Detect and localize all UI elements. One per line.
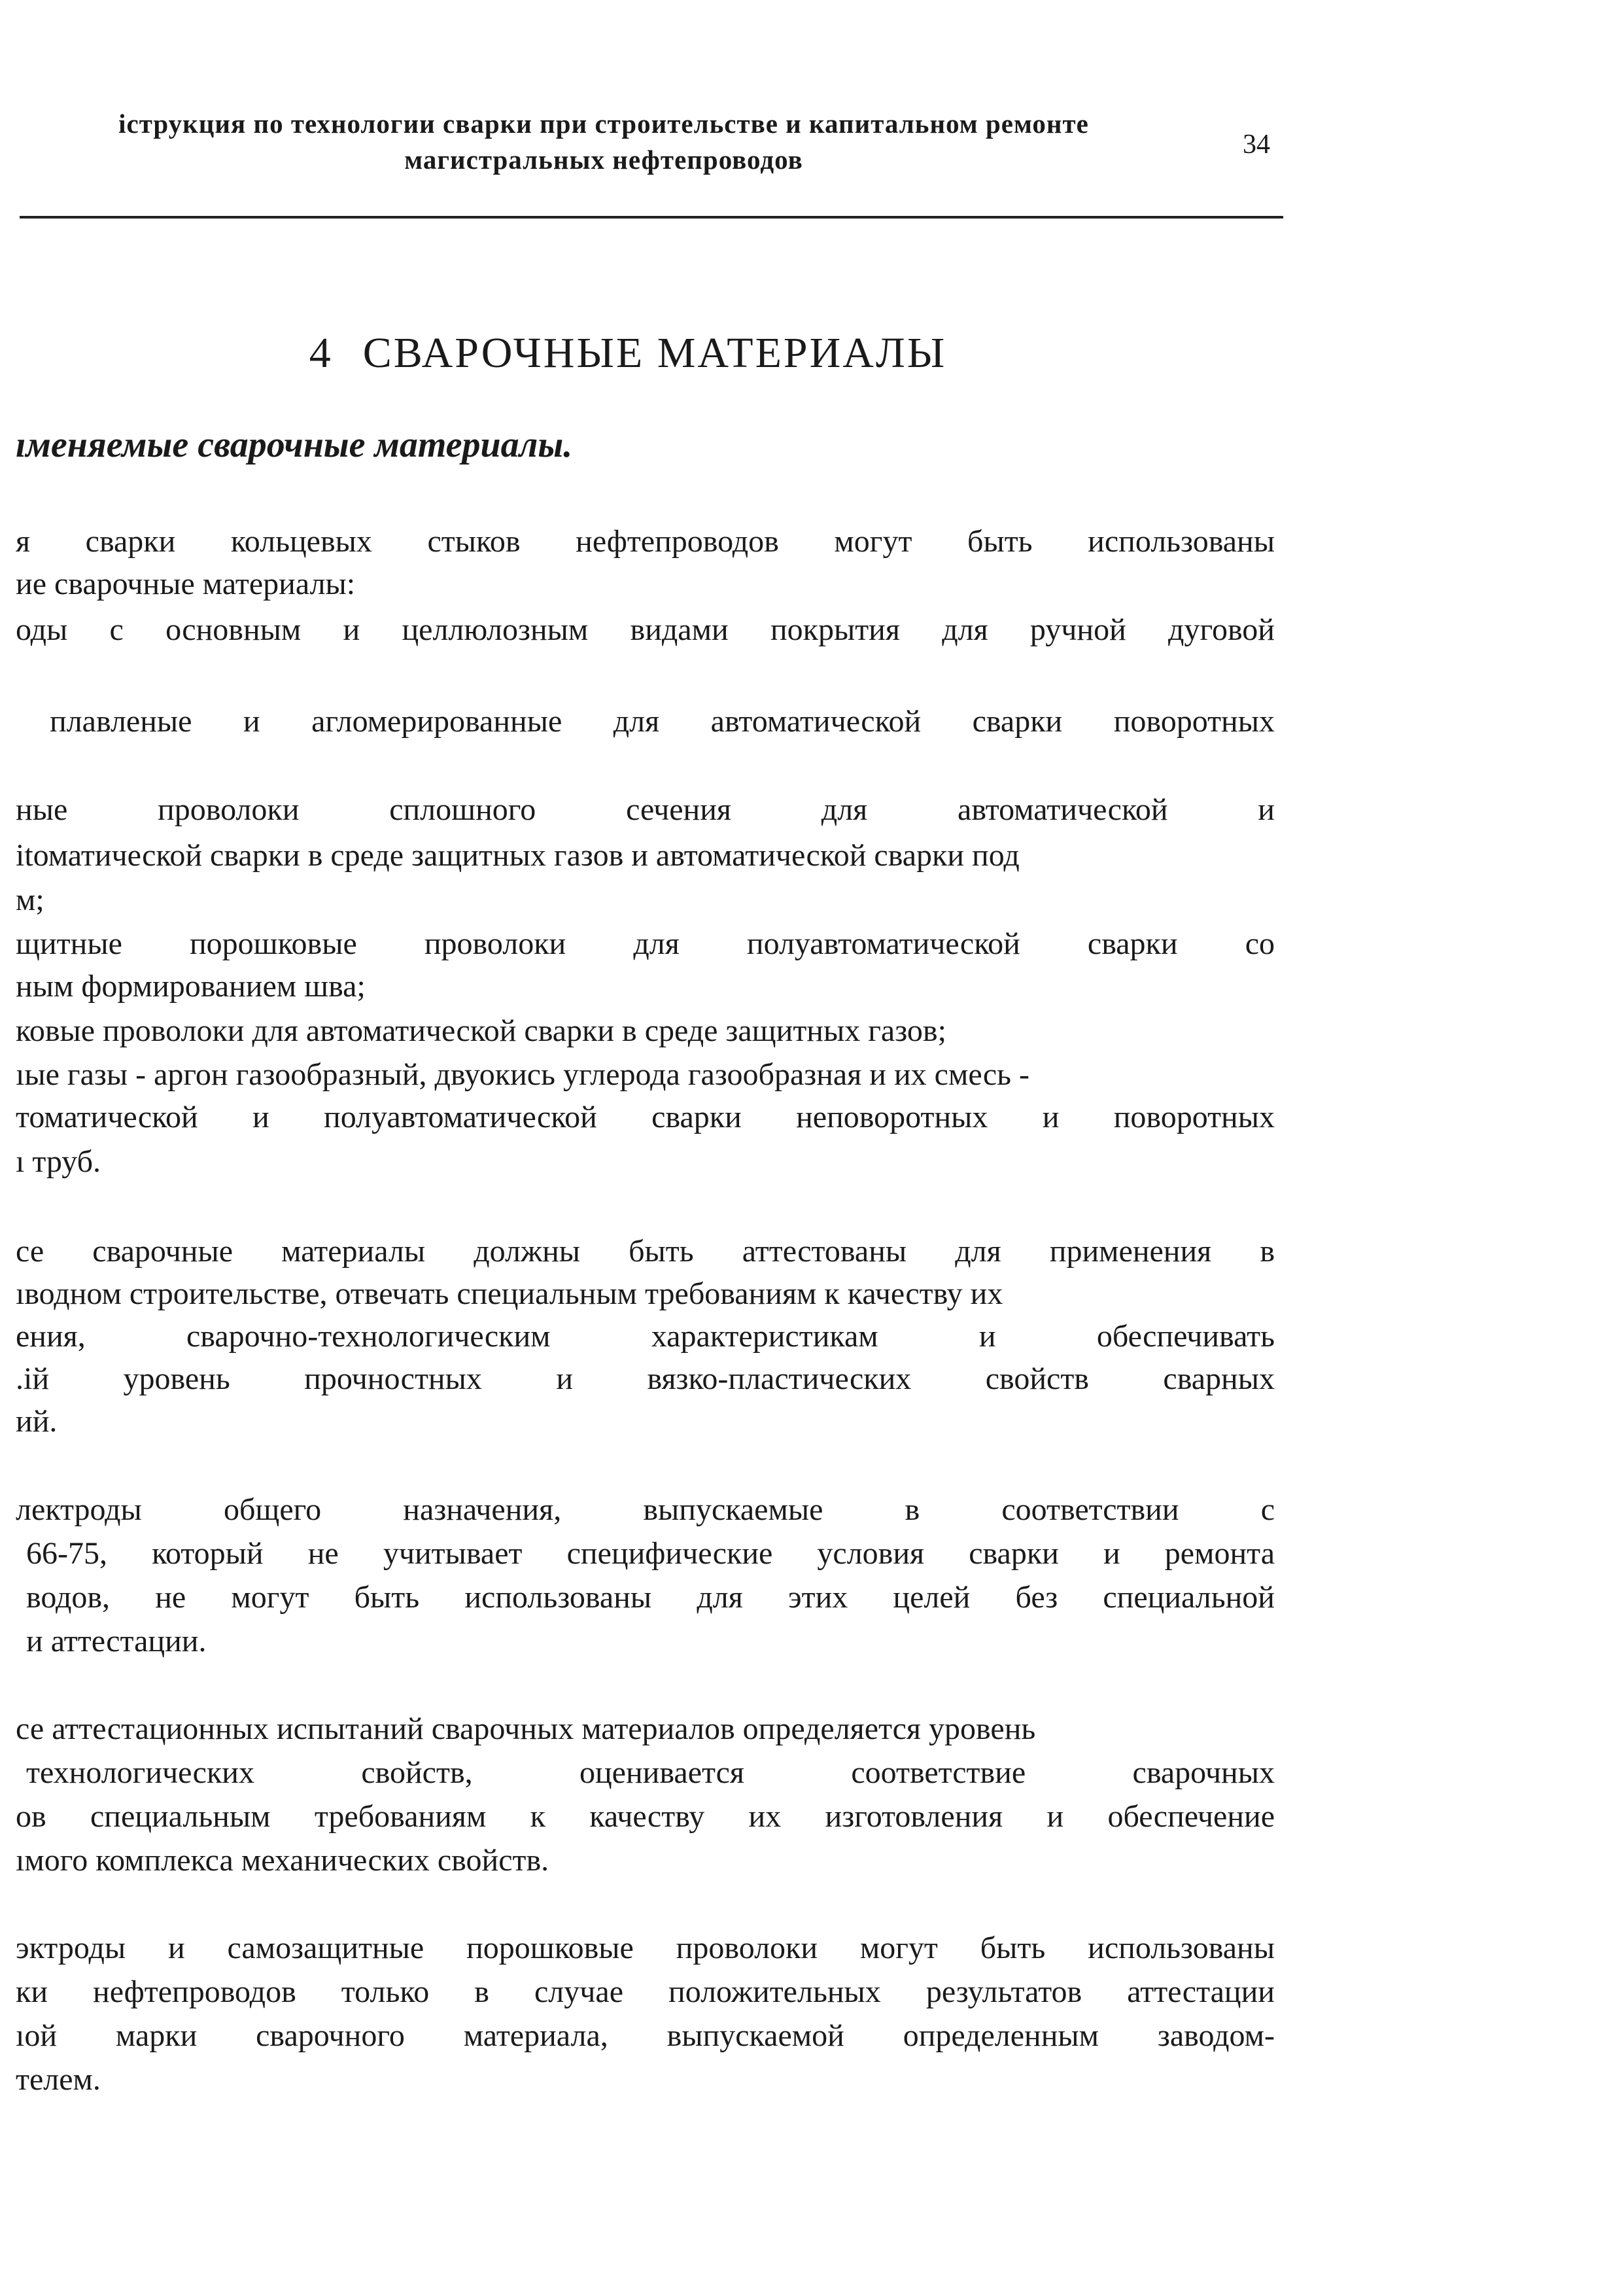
body-line: технологических свойств, оценивается соответствие сварочных [26, 1755, 1275, 1790]
header-divider [20, 216, 1283, 219]
body-line: се сварочные материалы должны быть аттестованы для применения в [16, 1234, 1275, 1269]
body-line: водов, не могут быть использованы для этих целей без специальной [26, 1580, 1275, 1615]
body-line: .ій уровень прочностных и вязко-пластических свойств сварных [16, 1361, 1275, 1396]
body-line: и аттестации. [26, 1624, 207, 1658]
body-line: оды с основным и целлюлозным видами покрытия для ручной дуговой [16, 612, 1275, 647]
body-line: ıые газы - аргон газообразный, двуокись углерода газообразная и их смесь - [16, 1057, 1030, 1092]
body-line: ıой марки сварочного материала, выпускаемой определенным заводом- [16, 2018, 1275, 2053]
section-title: ıменяемые сварочные материалы. [16, 425, 573, 465]
body-line: 66-75, который не учитывает специфические условия сварки и ремонта [26, 1536, 1275, 1571]
body-line: ие сварочные материалы: [16, 567, 356, 601]
body-line: ковые проволоки для автоматической сварки в среде защитных газов; [16, 1013, 946, 1048]
body-line: ным формированием шва; [16, 969, 366, 1004]
body-line: ı труб. [16, 1144, 101, 1179]
running-header [18, 106, 1189, 178]
chapter-title [0, 327, 1256, 379]
chapter-number: 4 [309, 329, 333, 377]
page-number: 34 [1243, 130, 1270, 160]
body-line: іtоматической сварки в среде защитных газов и автоматической сварки под [16, 838, 1020, 873]
body-line: ные проволоки сплошного сечения для автоматической и [16, 792, 1275, 827]
header-title-line-1: іструкция по технологии сварки при строительстве и капитальном ремонте [118, 109, 1089, 139]
body-line: телем. [16, 2062, 101, 2097]
header-title-line-2: магистральных нефтепроводов [404, 145, 803, 175]
body-line: ıводном строительстве, отвечать специальным требованиям к качеству их [16, 1276, 1003, 1311]
body-line: эктроды и самозащитные порошковые проволоки могут быть использованы [16, 1931, 1275, 1965]
body-line: ения, сварочно-технологическим характеристикам и обеспечивать [16, 1319, 1275, 1354]
body-line: се аттестационных испытаний сварочных материалов определяется уровень [16, 1711, 1036, 1746]
body-line: щитные порошковые проволоки для полуавтоматической сварки со [16, 926, 1275, 961]
body-line: ов специальным требованиям к качеству их изготовления и обеспечение [16, 1799, 1275, 1834]
body-line: ıмого комплекса механических свойств. [16, 1843, 549, 1878]
body-line: лектроды общего назначения, выпускаемые в соответствии с [16, 1492, 1275, 1527]
body-line: я сварки кольцевых стыков нефтепроводов могут быть использованы [16, 524, 1275, 559]
chapter-heading: СВАРОЧНЫЕ МАТЕРИАЛЫ [362, 329, 947, 377]
body-line: ки нефтепроводов только в случае положительных результатов аттестации [16, 1974, 1275, 2009]
body-line: м; [16, 883, 44, 917]
body-line: ий. [16, 1404, 58, 1439]
body-line: плавленые и агломерированные для автоматической сварки поворотных [50, 704, 1275, 739]
body-line: томатической и полуавтоматической сварки неповоротных и поворотных [16, 1100, 1275, 1134]
